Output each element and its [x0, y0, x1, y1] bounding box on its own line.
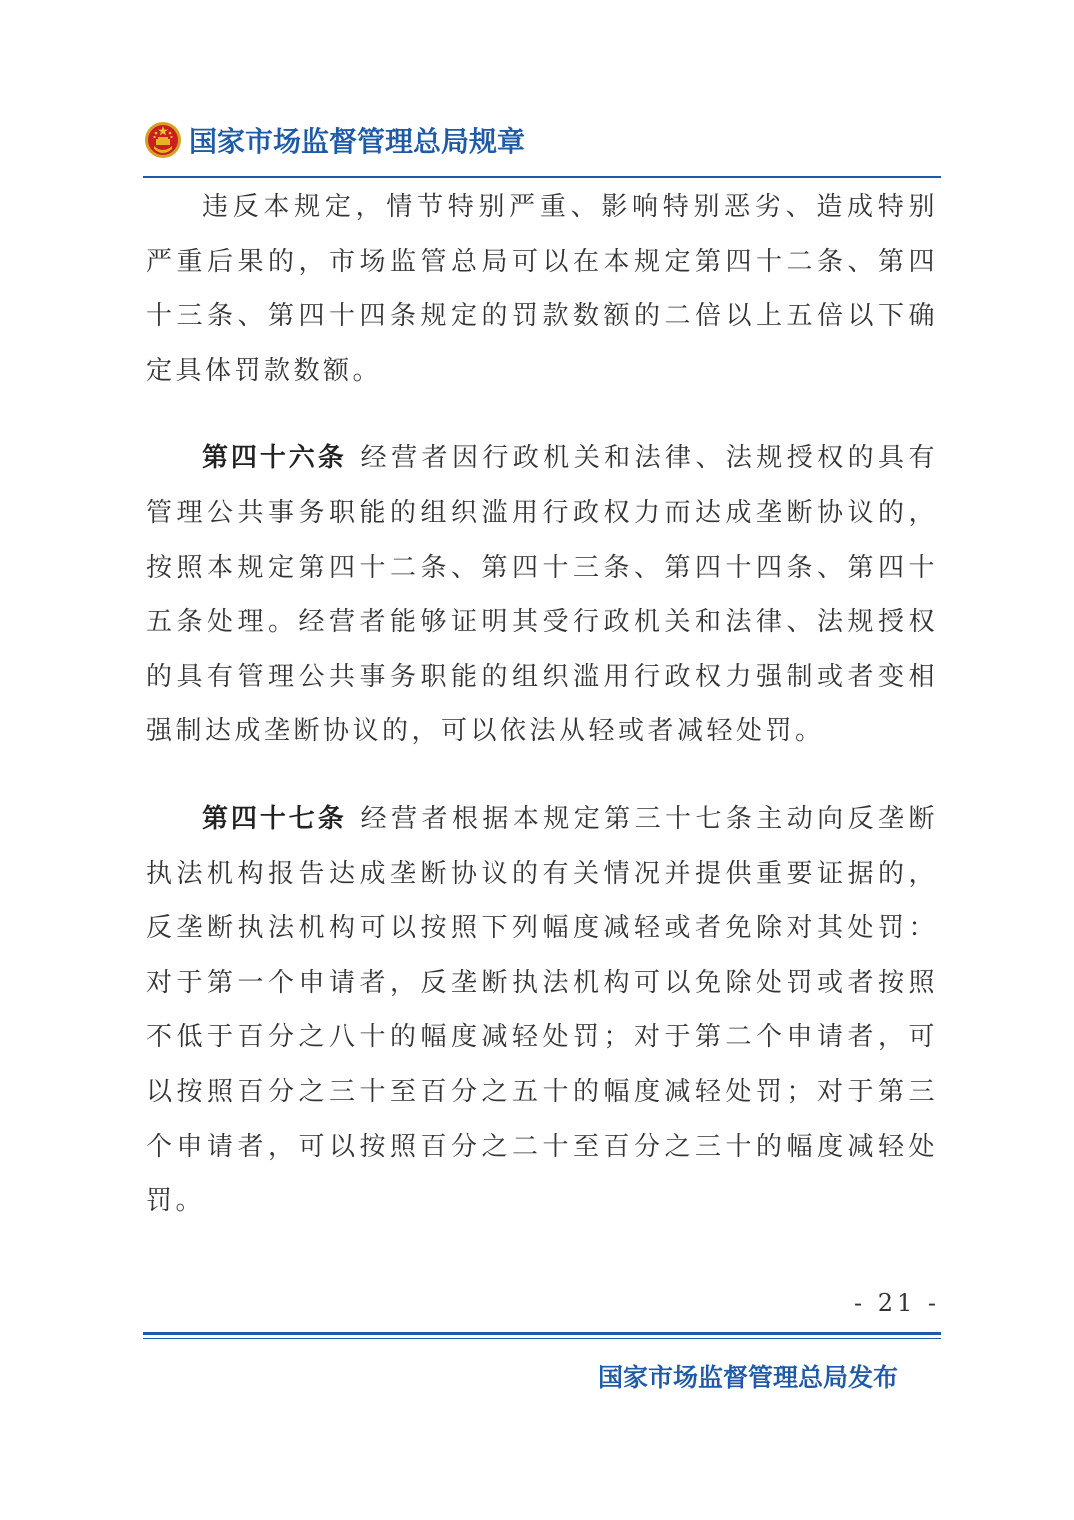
paragraph-text: 经营者因行政机关和法律、法规授权的具有管理公共事务职能的组织滥用行政权力而达成垄断协议的，按照本规定第四十二条、第四十三条、第四十四条、第四十五条处理。经营者能够证明其受行政机关和法律、法规授权的具有管理公共事务职能的组织滥用行政权力强制或者变相强制达成垄断协议的，可以依法从轻或者减轻处罚。	[146, 443, 938, 747]
paragraph-text: 违反本规定，情节特别严重、影响特别恶劣、造成特别严重后果的，市场监管总局可以在本规定第四十二条、第四十三条、第四十四条规定的罚款数额的二倍以上五倍以下确定具体罚款数额。	[146, 192, 938, 386]
footer-divider-thin	[143, 1338, 941, 1339]
document-body	[146, 180, 938, 1229]
paragraph	[146, 180, 938, 398]
footer-publisher: 国家市场监督管理总局发布	[597, 1363, 898, 1392]
paragraph-text: 经营者根据本规定第三十七条主动向反垄断执法机构报告达成垄断协议的有关情况并提供重要证据的，反垄断执法机构可以按照下列幅度减轻或者免除对其处罚：对于第一个申请者，反垄断执法机构可以免除处罚或者按照不低于百分之八十的幅度减轻处罚；对于第二个申请者，可以按照百分之三十至百分之五十的幅度减轻处罚；对于第三个申请者，可以按照百分之二十至百分之三十的幅度减轻处罚。	[146, 803, 938, 1217]
page-number: - 21 -	[853, 1289, 940, 1317]
page-header	[143, 112, 525, 168]
article-number: 第四十六条	[202, 443, 347, 474]
header-title: 国家市场监督管理总局规章	[189, 125, 526, 158]
article-number: 第四十七条	[202, 803, 347, 834]
paragraph	[146, 792, 938, 1229]
paragraph	[146, 431, 938, 759]
national-emblem-icon	[143, 120, 183, 160]
header-divider	[143, 176, 941, 178]
footer-divider	[143, 1332, 941, 1335]
